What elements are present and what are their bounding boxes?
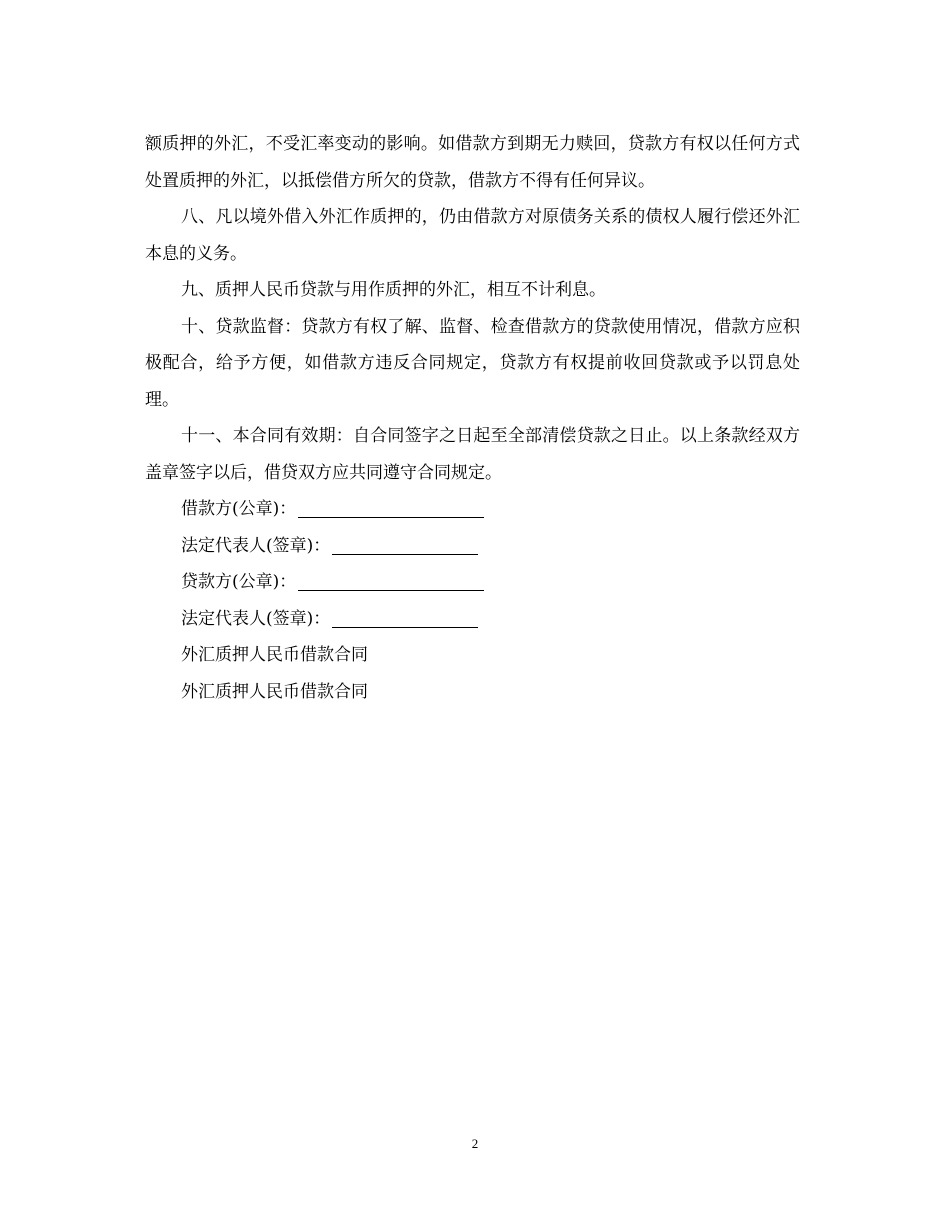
signature-borrower-representative [145,528,800,565]
paragraph-clause-11: 十一、本合同有效期：自合同签字之日起至全部清偿贷款之日止。以上条款经双方盖章签字以后，借贷双方应共同遵守合同规定。 [145,426,800,483]
signature-borrower-seal [145,491,800,528]
page-number: 2 [471,1136,479,1151]
signature-borrower-seal-label: 借款方(公章)： [181,499,297,519]
footer-title: 外汇质押人民币借款合同 [181,645,368,665]
signature-blank-line [298,516,484,518]
signature-lender-rep-label: 法定代表人(签章)： [181,608,331,629]
document-body [145,126,800,710]
signature-lender-representative [145,601,800,638]
paragraph-clause-8: 八、凡以境外借入外汇作质押的，仍由借款方对原债务关系的债权人履行偿还外汇本息的义务。 [145,207,800,264]
signature-blank-line [298,589,484,591]
signature-blank-line [332,626,478,628]
signature-blank-line [332,553,478,555]
signature-borrower-rep-label: 法定代表人(签章)： [181,535,331,556]
footer-title: 外汇质押人民币借款合同 [181,681,368,702]
paragraph-clause-9: 九、质押人民币贷款与用作质押的外汇，相互不计利息。 [181,280,606,300]
paragraph-clause-10: 十、贷款监督：贷款方有权了解、监督、检查借款方的贷款使用情况，借款方应积极配合，给予方便，如借款方违反合同规定，贷款方有权提前收回贷款或予以罚息处理。 [145,316,800,410]
signature-lender-seal [145,564,800,601]
paragraph-continuation: 额质押的外汇，不受汇率变动的影响。如借款方到期无力赎回，贷款方有权以任何方式处置质押的外汇，以抵偿借方所欠的贷款，借款方不得有任何异议。 [145,134,800,191]
signature-lender-seal-label: 贷款方(公章)： [181,572,297,592]
